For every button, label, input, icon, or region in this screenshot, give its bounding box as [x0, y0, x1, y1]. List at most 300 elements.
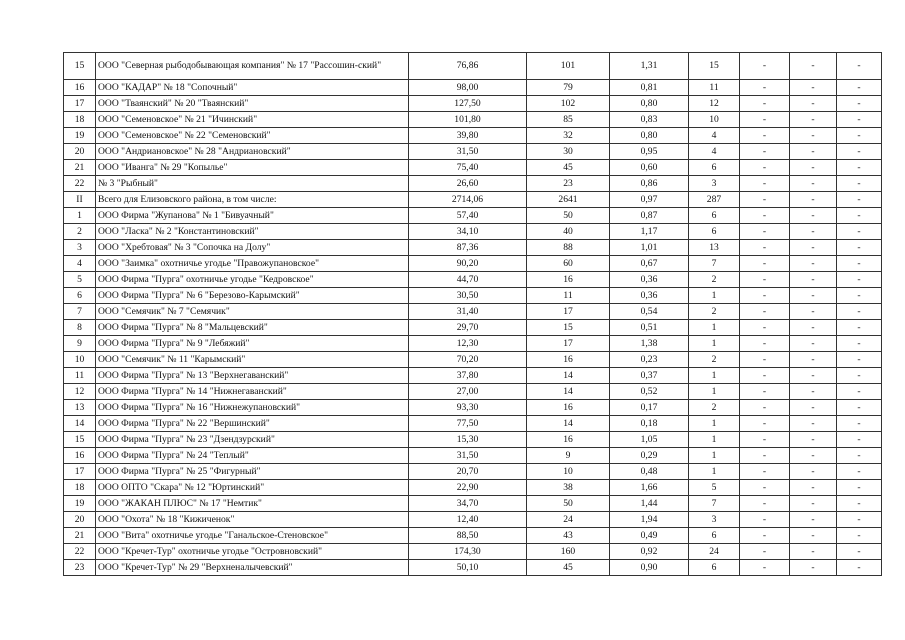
table-row [64, 304, 882, 320]
row-density: 0,18 [610, 416, 689, 432]
row-dash-2: - [790, 272, 837, 288]
row-count: 50 [527, 496, 610, 512]
row-density: 0,95 [610, 144, 689, 160]
row-number: 21 [64, 160, 96, 176]
row-dash-1: - [740, 304, 790, 320]
row-dash-2: - [790, 496, 837, 512]
row-quota: 2 [689, 304, 740, 320]
row-area: 77,50 [409, 416, 527, 432]
table-row [64, 384, 882, 400]
row-density: 0,60 [610, 160, 689, 176]
row-dash-1: - [740, 96, 790, 112]
row-quota: 4 [689, 144, 740, 160]
row-count: 17 [527, 336, 610, 352]
row-number: 7 [64, 304, 96, 320]
row-count: 30 [527, 144, 610, 160]
row-count: 45 [527, 160, 610, 176]
table-row [64, 368, 882, 384]
row-area: 76,86 [409, 53, 527, 80]
row-dash-2: - [790, 160, 837, 176]
row-quota: 6 [689, 160, 740, 176]
row-name: ООО "Ласка" № 2 "Константиновский" [96, 224, 409, 240]
row-dash-1: - [740, 480, 790, 496]
table-row [64, 320, 882, 336]
row-name: ООО Фирма "Жупанова" № 1 "Бивуачный" [96, 208, 409, 224]
row-number: 17 [64, 96, 96, 112]
row-dash-1: - [740, 448, 790, 464]
row-density: 0,97 [610, 192, 689, 208]
row-dash-3: - [837, 192, 882, 208]
row-dash-1: - [740, 176, 790, 192]
table-row [64, 448, 882, 464]
row-count: 38 [527, 480, 610, 496]
row-quota: 3 [689, 512, 740, 528]
row-dash-3: - [837, 53, 882, 80]
row-density: 0,51 [610, 320, 689, 336]
row-number: 17 [64, 464, 96, 480]
row-number: 16 [64, 448, 96, 464]
row-density: 0,83 [610, 112, 689, 128]
row-dash-2: - [790, 368, 837, 384]
row-quota: 3 [689, 176, 740, 192]
row-quota: 13 [689, 240, 740, 256]
row-area: 27,00 [409, 384, 527, 400]
row-count: 14 [527, 368, 610, 384]
row-quota: 1 [689, 320, 740, 336]
row-name: ООО "Тваянский" № 20 "Тваянский" [96, 96, 409, 112]
row-area: 50,10 [409, 560, 527, 576]
row-dash-3: - [837, 288, 882, 304]
row-area: 88,50 [409, 528, 527, 544]
row-dash-1: - [740, 400, 790, 416]
table-row [64, 496, 882, 512]
row-dash-1: - [740, 208, 790, 224]
row-dash-1: - [740, 272, 790, 288]
row-dash-1: - [740, 416, 790, 432]
table-row [64, 240, 882, 256]
row-count: 88 [527, 240, 610, 256]
row-dash-3: - [837, 432, 882, 448]
row-quota: 1 [689, 432, 740, 448]
row-density: 0,37 [610, 368, 689, 384]
row-dash-2: - [790, 192, 837, 208]
row-dash-1: - [740, 256, 790, 272]
row-dash-2: - [790, 400, 837, 416]
row-name: ООО "Иванга" № 29 "Копылье" [96, 160, 409, 176]
row-dash-2: - [790, 480, 837, 496]
table-row [64, 112, 882, 128]
row-dash-1: - [740, 320, 790, 336]
row-dash-2: - [790, 304, 837, 320]
row-dash-2: - [790, 432, 837, 448]
table-row [64, 480, 882, 496]
row-area: 26,60 [409, 176, 527, 192]
row-name: ООО "Хребтовая" № 3 "Сопочка на Долу" [96, 240, 409, 256]
row-dash-2: - [790, 128, 837, 144]
table-row [64, 512, 882, 528]
row-count: 102 [527, 96, 610, 112]
row-density: 0,48 [610, 464, 689, 480]
row-count: 79 [527, 80, 610, 96]
row-number: 20 [64, 512, 96, 528]
table-row [64, 176, 882, 192]
row-dash-1: - [740, 80, 790, 96]
row-quota: 12 [689, 96, 740, 112]
row-number: 11 [64, 368, 96, 384]
row-dash-3: - [837, 544, 882, 560]
row-dash-1: - [740, 512, 790, 528]
row-dash-2: - [790, 53, 837, 80]
row-count: 16 [527, 400, 610, 416]
row-number: 23 [64, 560, 96, 576]
row-density: 0,80 [610, 128, 689, 144]
row-dash-2: - [790, 544, 837, 560]
row-area: 31,50 [409, 144, 527, 160]
row-density: 0,81 [610, 80, 689, 96]
row-name: ООО Фирма "Пурга" № 13 "Верхнегаванский" [96, 368, 409, 384]
row-count: 24 [527, 512, 610, 528]
row-dash-3: - [837, 96, 882, 112]
row-area: 37,80 [409, 368, 527, 384]
row-dash-2: - [790, 512, 837, 528]
row-area: 12,40 [409, 512, 527, 528]
row-name: ООО "Северная рыбодобывающая компания" № 17 "Рассошин-ский" [96, 53, 409, 80]
row-dash-2: - [790, 256, 837, 272]
row-area: 12,30 [409, 336, 527, 352]
row-density: 1,38 [610, 336, 689, 352]
row-dash-2: - [790, 560, 837, 576]
row-area: 2714,06 [409, 192, 527, 208]
row-dash-3: - [837, 160, 882, 176]
row-dash-3: - [837, 144, 882, 160]
row-number: 16 [64, 80, 96, 96]
row-dash-3: - [837, 272, 882, 288]
row-name: ООО "Кречет-Тур" № 29 "Верхненалычевский" [96, 560, 409, 576]
row-name: ООО "Семячик" № 7 "Семячик" [96, 304, 409, 320]
row-quota: 1 [689, 368, 740, 384]
row-number: 9 [64, 336, 96, 352]
row-name: ООО Фирма "Пурга" № 22 "Вершинский" [96, 416, 409, 432]
row-name: ООО Фирма "Пурга" охотничье угодье "Кедровское" [96, 272, 409, 288]
row-dash-3: - [837, 496, 882, 512]
row-name: ООО "ЖАКАН ПЛЮС" № 17 "Немтик" [96, 496, 409, 512]
row-density: 0,80 [610, 96, 689, 112]
row-dash-2: - [790, 416, 837, 432]
table-row [64, 464, 882, 480]
row-number: 5 [64, 272, 96, 288]
row-count: 50 [527, 208, 610, 224]
table-row [64, 208, 882, 224]
row-area: 39,80 [409, 128, 527, 144]
table-row [64, 560, 882, 576]
table-row [64, 128, 882, 144]
row-count: 15 [527, 320, 610, 336]
row-density: 0,17 [610, 400, 689, 416]
row-quota: 1 [689, 288, 740, 304]
table-row [64, 192, 882, 208]
row-number: 6 [64, 288, 96, 304]
row-dash-3: - [837, 112, 882, 128]
row-number: 21 [64, 528, 96, 544]
row-name: ООО "Охота" № 18 "Кижиченок" [96, 512, 409, 528]
row-count: 101 [527, 53, 610, 80]
row-count: 2641 [527, 192, 610, 208]
row-density: 0,52 [610, 384, 689, 400]
row-density: 1,17 [610, 224, 689, 240]
row-area: 29,70 [409, 320, 527, 336]
row-number: 22 [64, 176, 96, 192]
row-density: 0,36 [610, 272, 689, 288]
row-quota: 7 [689, 256, 740, 272]
row-name: ООО Фирма "Пурга" № 16 "Нижнежупановский" [96, 400, 409, 416]
row-number: 12 [64, 384, 96, 400]
row-name: ООО "Заимка" охотничье угодье "Правожупановское" [96, 256, 409, 272]
row-count: 45 [527, 560, 610, 576]
row-number: 19 [64, 128, 96, 144]
table-row [64, 160, 882, 176]
row-number: II [64, 192, 96, 208]
row-dash-1: - [740, 144, 790, 160]
row-density: 0,90 [610, 560, 689, 576]
row-count: 9 [527, 448, 610, 464]
row-dash-1: - [740, 160, 790, 176]
row-area: 15,30 [409, 432, 527, 448]
row-dash-2: - [790, 384, 837, 400]
table-row [64, 416, 882, 432]
row-number: 14 [64, 416, 96, 432]
table-body [64, 53, 882, 576]
row-number: 1 [64, 208, 96, 224]
row-dash-2: - [790, 208, 837, 224]
row-density: 0,29 [610, 448, 689, 464]
row-dash-3: - [837, 400, 882, 416]
row-density: 1,44 [610, 496, 689, 512]
row-dash-1: - [740, 112, 790, 128]
row-name: ООО "Семеновское" № 21 "Ичинский" [96, 112, 409, 128]
row-name: ООО "Вита" охотничье угодье "Ганальское-Стеновское" [96, 528, 409, 544]
row-dash-3: - [837, 320, 882, 336]
row-dash-1: - [740, 560, 790, 576]
row-area: 93,30 [409, 400, 527, 416]
row-dash-3: - [837, 304, 882, 320]
row-dash-3: - [837, 560, 882, 576]
row-area: 31,40 [409, 304, 527, 320]
row-name: ООО Фирма "Пурга" № 14 "Нижнегаванский" [96, 384, 409, 400]
row-number: 10 [64, 352, 96, 368]
row-density: 0,67 [610, 256, 689, 272]
table-row [64, 80, 882, 96]
row-name: Всего для Елизовского района, в том числе: [96, 192, 409, 208]
table-row [64, 400, 882, 416]
row-dash-3: - [837, 224, 882, 240]
table-row [64, 53, 882, 80]
row-number: 20 [64, 144, 96, 160]
row-count: 85 [527, 112, 610, 128]
table-row [64, 544, 882, 560]
row-dash-2: - [790, 96, 837, 112]
row-quota: 1 [689, 416, 740, 432]
data-table [63, 52, 882, 576]
row-dash-1: - [740, 432, 790, 448]
row-number: 22 [64, 544, 96, 560]
row-dash-3: - [837, 256, 882, 272]
row-dash-2: - [790, 80, 837, 96]
row-quota: 2 [689, 272, 740, 288]
row-quota: 24 [689, 544, 740, 560]
table-row [64, 256, 882, 272]
row-quota: 1 [689, 464, 740, 480]
row-dash-1: - [740, 128, 790, 144]
row-dash-3: - [837, 240, 882, 256]
row-quota: 7 [689, 496, 740, 512]
row-density: 1,66 [610, 480, 689, 496]
row-quota: 6 [689, 224, 740, 240]
row-dash-2: - [790, 240, 837, 256]
table-row [64, 272, 882, 288]
row-area: 70,20 [409, 352, 527, 368]
table-row [64, 432, 882, 448]
row-name: ООО Фирма "Пурга" № 25 "Фигурный" [96, 464, 409, 480]
row-count: 160 [527, 544, 610, 560]
table-row [64, 96, 882, 112]
row-dash-2: - [790, 144, 837, 160]
row-count: 32 [527, 128, 610, 144]
row-quota: 287 [689, 192, 740, 208]
row-quota: 2 [689, 400, 740, 416]
row-quota: 11 [689, 80, 740, 96]
row-dash-1: - [740, 336, 790, 352]
row-area: 34,70 [409, 496, 527, 512]
row-area: 98,00 [409, 80, 527, 96]
row-number: 13 [64, 400, 96, 416]
row-density: 1,31 [610, 53, 689, 80]
row-quota: 10 [689, 112, 740, 128]
row-dash-1: - [740, 544, 790, 560]
row-dash-3: - [837, 128, 882, 144]
row-dash-3: - [837, 80, 882, 96]
row-dash-2: - [790, 352, 837, 368]
table-row [64, 144, 882, 160]
row-number: 2 [64, 224, 96, 240]
row-area: 101,80 [409, 112, 527, 128]
row-count: 40 [527, 224, 610, 240]
row-area: 75,40 [409, 160, 527, 176]
row-number: 18 [64, 112, 96, 128]
row-density: 0,54 [610, 304, 689, 320]
row-count: 10 [527, 464, 610, 480]
row-dash-2: - [790, 448, 837, 464]
row-quota: 2 [689, 352, 740, 368]
row-area: 34,10 [409, 224, 527, 240]
row-count: 17 [527, 304, 610, 320]
row-name: ООО "Андриановское" № 28 "Андриановский" [96, 144, 409, 160]
row-dash-1: - [740, 224, 790, 240]
row-number: 15 [64, 432, 96, 448]
row-number: 18 [64, 480, 96, 496]
row-dash-1: - [740, 528, 790, 544]
table-row [64, 528, 882, 544]
row-name: ООО "Кречет-Тур" охотничье угодье "Островновский" [96, 544, 409, 560]
row-number: 19 [64, 496, 96, 512]
row-dash-1: - [740, 288, 790, 304]
row-number: 4 [64, 256, 96, 272]
row-area: 90,20 [409, 256, 527, 272]
row-quota: 5 [689, 480, 740, 496]
row-name: № 3 "Рыбный" [96, 176, 409, 192]
row-dash-2: - [790, 336, 837, 352]
table-row [64, 336, 882, 352]
row-area: 30,50 [409, 288, 527, 304]
row-dash-3: - [837, 416, 882, 432]
table-row [64, 352, 882, 368]
row-count: 16 [527, 432, 610, 448]
row-dash-1: - [740, 352, 790, 368]
row-number: 8 [64, 320, 96, 336]
row-dash-2: - [790, 320, 837, 336]
row-name: ООО Фирма "Пурга" № 8 "Мальцевский" [96, 320, 409, 336]
row-density: 1,94 [610, 512, 689, 528]
row-quota: 6 [689, 528, 740, 544]
row-dash-3: - [837, 352, 882, 368]
table-row [64, 224, 882, 240]
row-density: 0,87 [610, 208, 689, 224]
row-dash-1: - [740, 384, 790, 400]
row-dash-3: - [837, 368, 882, 384]
row-quota: 15 [689, 53, 740, 80]
row-dash-2: - [790, 528, 837, 544]
row-name: ООО ОПТО "Скара" № 12 "Юртинский" [96, 480, 409, 496]
row-number: 3 [64, 240, 96, 256]
row-density: 1,01 [610, 240, 689, 256]
row-dash-3: - [837, 464, 882, 480]
row-area: 22,90 [409, 480, 527, 496]
row-dash-3: - [837, 448, 882, 464]
row-count: 14 [527, 416, 610, 432]
row-name: ООО "Семеновское" № 22 "Семеновский" [96, 128, 409, 144]
row-count: 16 [527, 272, 610, 288]
row-area: 87,36 [409, 240, 527, 256]
row-dash-1: - [740, 496, 790, 512]
row-area: 174,30 [409, 544, 527, 560]
row-dash-3: - [837, 480, 882, 496]
row-dash-3: - [837, 336, 882, 352]
row-area: 44,70 [409, 272, 527, 288]
row-dash-2: - [790, 224, 837, 240]
row-dash-1: - [740, 192, 790, 208]
row-count: 60 [527, 256, 610, 272]
row-count: 23 [527, 176, 610, 192]
row-area: 57,40 [409, 208, 527, 224]
row-count: 11 [527, 288, 610, 304]
row-name: ООО "КАДАР" № 18 "Сопочный" [96, 80, 409, 96]
row-dash-1: - [740, 464, 790, 480]
row-quota: 6 [689, 208, 740, 224]
row-quota: 6 [689, 560, 740, 576]
row-name: ООО Фирма "Пурга" № 24 "Теплый" [96, 448, 409, 464]
row-dash-2: - [790, 464, 837, 480]
row-quota: 1 [689, 336, 740, 352]
row-name: ООО "Семячик" № 11 "Карымский" [96, 352, 409, 368]
row-count: 14 [527, 384, 610, 400]
row-density: 0,36 [610, 288, 689, 304]
row-name: ООО Фирма "Пурга" № 6 "Березово-Карымский" [96, 288, 409, 304]
row-dash-3: - [837, 384, 882, 400]
row-dash-1: - [740, 53, 790, 80]
row-density: 0,49 [610, 528, 689, 544]
row-quota: 4 [689, 128, 740, 144]
table-row [64, 288, 882, 304]
row-name: ООО Фирма "Пурга" № 23 "Дзендзурский" [96, 432, 409, 448]
